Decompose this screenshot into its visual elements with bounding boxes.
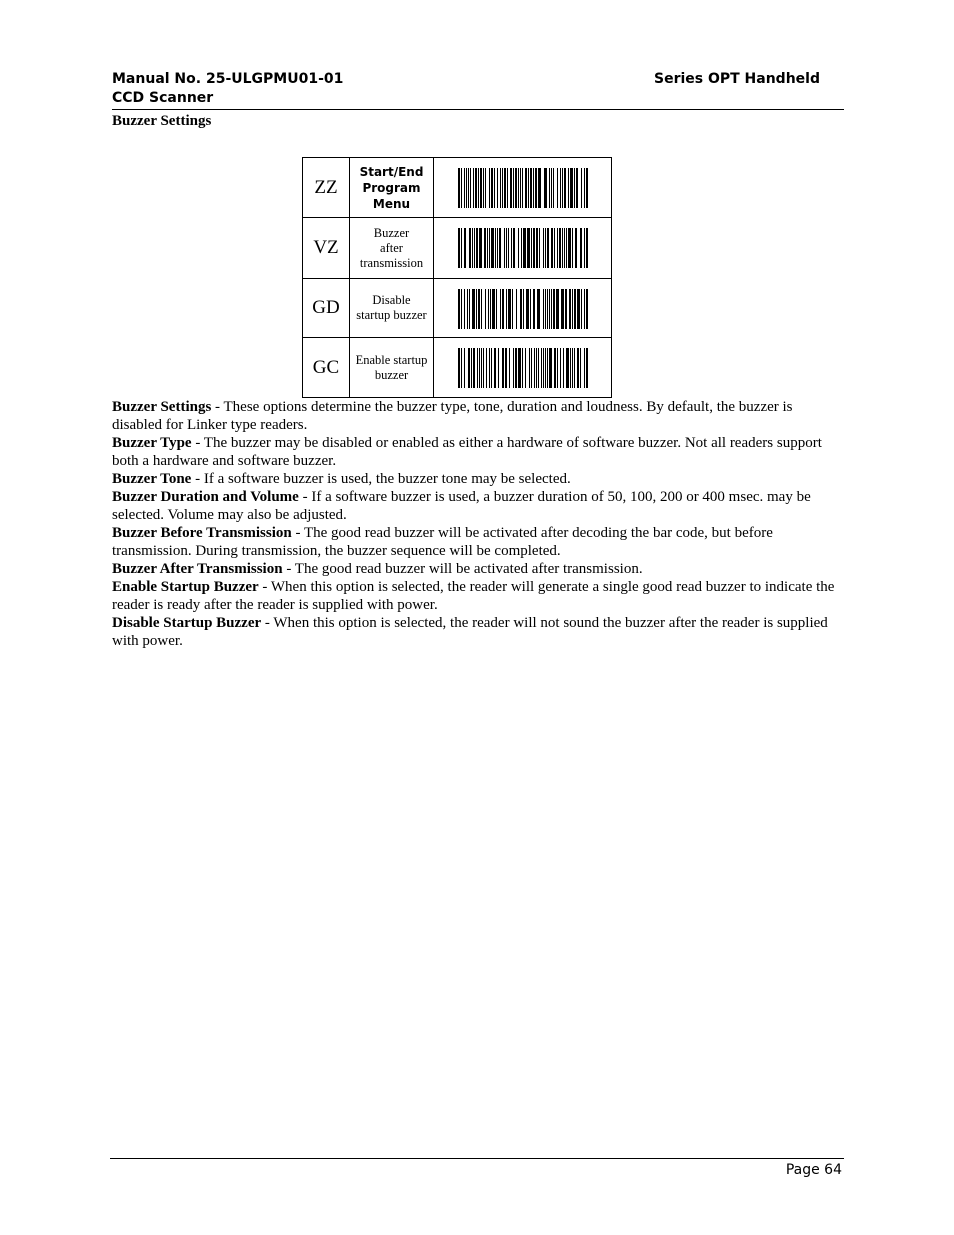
barcode-bar [554, 348, 556, 388]
barcode-bar [458, 168, 460, 208]
definition: - If a software buzzer is used, the buzzer tone may be selected. [191, 471, 571, 487]
barcode-bar [494, 348, 496, 388]
barcode-bar [473, 168, 474, 208]
barcode-bar [511, 228, 512, 268]
barcode-bar [535, 168, 537, 208]
barcode-bar [481, 289, 482, 329]
definition: - The buzzer may be disabled or enabled as either a hardware of software buzzer. Not all readers support both a hardware and software buzzer. [112, 435, 822, 469]
barcode-bar [464, 168, 465, 208]
barcode-bar [515, 348, 517, 388]
description-line: startup buzzer [356, 308, 427, 322]
paragraph-disable-startup-buzzer [112, 614, 844, 650]
barcode-bar [586, 289, 588, 329]
barcode-bar [472, 289, 475, 329]
description-line: Disable [372, 293, 411, 307]
barcode-bar [488, 289, 489, 329]
barcode-bar [458, 348, 460, 388]
barcode-bar [468, 348, 470, 388]
barcode-bar [461, 289, 462, 329]
barcode-bar [572, 348, 573, 388]
barcode-bar [467, 289, 468, 329]
barcode-bar [464, 289, 465, 329]
paragraph-buzzer-settings [112, 398, 844, 434]
barcode-bar [497, 228, 498, 268]
series-title: Series OPT Handheld [653, 71, 820, 87]
code-cell: GD [303, 279, 350, 338]
barcode-bar [468, 168, 469, 208]
barcode-bar [469, 289, 470, 329]
barcode-bar [490, 289, 491, 329]
barcode-bar [581, 289, 582, 329]
barcode-bar [476, 228, 478, 268]
paragraph-buzzer-before-transmission [112, 524, 844, 560]
code-cell: VZ [303, 218, 350, 279]
barcode-bar [518, 168, 519, 208]
barcode-bar [497, 168, 498, 208]
barcode-bar [538, 168, 541, 208]
barcode-bar [541, 348, 542, 388]
barcode-bar [458, 228, 460, 268]
description-line: Menu [372, 196, 411, 211]
barcode-bar [574, 289, 576, 329]
barcode-bar [580, 228, 582, 268]
barcode-bar [478, 289, 480, 329]
barcode-bar [461, 228, 462, 268]
barcode-bar [500, 168, 501, 208]
barcode-bar [506, 289, 507, 329]
barcode-bar [473, 348, 475, 388]
barcode-bar [504, 228, 505, 268]
barcode-bar [544, 168, 547, 208]
barcode-bar [483, 168, 484, 208]
description-cell [350, 338, 434, 398]
barcode-bar [461, 168, 462, 208]
barcode-bar [500, 289, 501, 329]
barcode-bar [543, 228, 544, 268]
barcode-bar [563, 348, 564, 388]
barcode-bar [566, 348, 569, 388]
barcode-bar [496, 289, 497, 329]
barcode-bar [495, 228, 496, 268]
barcode-bar [531, 228, 532, 268]
barcode-cell [434, 158, 612, 218]
barcode-bar [523, 228, 526, 268]
page-header [112, 70, 844, 110]
barcode-bar [572, 228, 573, 268]
table-row [303, 279, 612, 338]
barcode-cell [434, 279, 612, 338]
barcode-bar [557, 168, 558, 208]
barcode-bar [480, 168, 482, 208]
page-footer [110, 1158, 844, 1178]
barcode-bar [510, 168, 512, 208]
barcode-bar [547, 348, 548, 388]
paragraph-buzzer-duration-volume [112, 488, 844, 524]
barcode-bar [551, 289, 552, 329]
barcode-bar [469, 228, 471, 268]
barcode-bar [512, 289, 513, 329]
barcode-bar [553, 168, 554, 208]
manual-number: Manual No. 25-ULGPMU01-01 [112, 71, 344, 87]
term: Buzzer After Transmission [112, 561, 283, 577]
barcode-bar [494, 168, 495, 208]
barcode-bar [530, 168, 532, 208]
barcode-bar [508, 289, 511, 329]
barcode-bar [502, 168, 503, 208]
barcode-bar [547, 289, 548, 329]
barcode-bar [536, 348, 537, 388]
barcode-bar [549, 348, 552, 388]
barcode-bar [526, 289, 529, 329]
barcode-bar [584, 168, 585, 208]
barcode-bar [575, 228, 577, 268]
barcode-bar [481, 348, 482, 388]
description-line: transmission [359, 255, 424, 270]
barcode-bar [516, 289, 517, 329]
barcode-bar [533, 228, 535, 268]
barcode-bar [577, 348, 579, 388]
barcode-bar [560, 168, 561, 208]
barcode-bar [581, 168, 582, 208]
definition: - These options determine the buzzer type, tone, duration and loudness. By default, the buzzer is disabled for Linker type readers. [112, 399, 793, 433]
code-cell: GC [303, 338, 350, 398]
barcode-bar [530, 289, 531, 329]
definition: - If a software buzzer is used, a buzzer duration of 50, 100, 200 or 400 msec. may be selected. Volume may also be adjusted. [112, 489, 811, 523]
barcode-bar [470, 168, 471, 208]
barcode-bar [486, 348, 487, 388]
barcode-bar [464, 228, 466, 268]
term: Buzzer Tone [112, 471, 192, 487]
term: Buzzer Settings [112, 399, 212, 415]
description-line: Program [362, 180, 421, 195]
term: Disable Startup Buzzer [112, 615, 262, 631]
barcode-bar [553, 289, 555, 329]
term: Enable Startup Buzzer [112, 579, 259, 595]
barcode-bar [520, 168, 521, 208]
barcode-cell [434, 338, 612, 398]
barcode-bar [491, 228, 494, 268]
barcode-bar [464, 348, 465, 388]
barcode-bar [564, 168, 566, 208]
barcode-bar [515, 168, 517, 208]
barcode-bar [461, 348, 462, 388]
barcode-bar [531, 348, 532, 388]
barcode-bar [485, 168, 486, 208]
barcode-bar [586, 228, 588, 268]
barcode-bar [551, 228, 553, 268]
barcode-bar [502, 289, 504, 329]
barcode-bar [549, 289, 550, 329]
barcode-bar [518, 228, 519, 268]
barcode-bar [479, 348, 480, 388]
description-line: Start/End [359, 164, 424, 179]
description-text [112, 398, 844, 650]
barcode-image [458, 289, 588, 329]
barcode-bar [576, 168, 578, 208]
definition: - The good read buzzer will be activated after decoding the bar code, but before transmission. During transmission, the buzzer sequence will be completed. [112, 525, 773, 559]
barcode-bar [574, 348, 575, 388]
barcode-table [302, 157, 612, 398]
barcode-bar [538, 348, 539, 388]
barcode-bar [528, 168, 529, 208]
barcode-bar [489, 348, 490, 388]
barcode-bar [523, 289, 524, 329]
barcode-bar [562, 168, 563, 208]
description-cell [350, 279, 434, 338]
barcode-bar [522, 168, 523, 208]
barcode-bar [565, 289, 567, 329]
barcode-bar [539, 228, 540, 268]
table-row [303, 338, 612, 398]
barcode-bar [560, 348, 561, 388]
barcode-bar [564, 228, 565, 268]
barcode-bar [584, 289, 585, 329]
barcode-bar [483, 348, 484, 388]
barcode-bar [570, 348, 571, 388]
barcode-bar [556, 289, 559, 329]
barcode-bar [505, 348, 507, 388]
barcode-image [458, 228, 588, 268]
barcode-bar [491, 168, 493, 208]
barcode-bar [557, 348, 558, 388]
barcode-bar [586, 168, 588, 208]
barcode-bar [525, 168, 527, 208]
barcode-bar [489, 228, 490, 268]
page-number: Page 64 [785, 1162, 842, 1178]
header-subtitle: CCD Scanner [112, 90, 214, 106]
barcode-bar [509, 348, 510, 388]
barcode-bar [487, 228, 488, 268]
barcode-bar [504, 168, 506, 208]
barcode-bar [574, 168, 575, 208]
barcode-bar [584, 348, 585, 388]
barcode-bar [477, 348, 478, 388]
description-line: after [380, 240, 403, 255]
barcode-bar [472, 228, 473, 268]
barcode-bar [484, 228, 486, 268]
code-cell: ZZ [303, 158, 350, 218]
barcode-bar [545, 228, 546, 268]
barcode-bar [491, 348, 492, 388]
barcode-bar [568, 168, 569, 208]
barcode-bar [518, 348, 521, 388]
barcode-image [458, 168, 588, 208]
barcode-bar [569, 289, 571, 329]
barcode-cell [434, 218, 612, 279]
barcode-bar [476, 289, 477, 329]
barcode-bar [489, 168, 490, 208]
definition: - The good read buzzer will be activated after transmission. [282, 561, 643, 577]
barcode-bar [521, 228, 522, 268]
barcode-bar [549, 168, 550, 208]
barcode-bar [557, 228, 558, 268]
barcode-bar [513, 228, 515, 268]
barcode-bar [533, 168, 534, 208]
barcode-bar [525, 348, 526, 388]
barcode-bar [474, 228, 475, 268]
section-title: Buzzer Settings [112, 113, 212, 129]
barcode-bar [513, 168, 514, 208]
barcode-bar [562, 228, 563, 268]
description-line: Enable startup [355, 352, 428, 367]
definition: - When this option is selected, the reader will generate a single good read buzzer to indicate the reader is ready after the reader is supplied with power. [112, 579, 835, 613]
barcode-image [458, 348, 588, 388]
table-row [303, 158, 612, 218]
barcode-bar [499, 228, 501, 268]
barcode-bar [502, 348, 504, 388]
barcode-bar [559, 228, 561, 268]
description-cell [350, 158, 434, 218]
barcode-bar [586, 348, 588, 388]
barcode-bar [506, 228, 507, 268]
table-row [303, 218, 612, 279]
barcode-bar [536, 228, 538, 268]
barcode-bar [513, 348, 514, 388]
paragraph-buzzer-tone [112, 470, 844, 488]
barcode-bar [471, 348, 472, 388]
barcode-bar [529, 348, 530, 388]
barcode-bar [475, 168, 477, 208]
paragraph-enable-startup-buzzer [112, 578, 844, 614]
barcode-bar [527, 228, 530, 268]
barcode-bar [566, 228, 567, 268]
barcode-bar [551, 168, 552, 208]
paragraph-buzzer-after-transmission [112, 560, 844, 578]
barcode-bar [577, 289, 580, 329]
barcode-bar [478, 168, 479, 208]
description-cell [350, 218, 434, 279]
barcode-bar [492, 289, 495, 329]
description-line: Buzzer [373, 225, 410, 240]
barcode-bar [507, 168, 508, 208]
description-line: buzzer [374, 367, 409, 382]
term: Buzzer Type [112, 435, 192, 451]
barcode-bar [485, 289, 486, 329]
barcode-bar [533, 289, 535, 329]
barcode-bar [554, 228, 555, 268]
barcode-bar [537, 289, 540, 329]
barcode-bar [584, 228, 585, 268]
barcode-bar [561, 289, 564, 329]
term: Buzzer Before Transmission [112, 525, 292, 541]
barcode-bar [508, 228, 509, 268]
barcode-bar [466, 168, 467, 208]
barcode-bar [498, 348, 499, 388]
term: Buzzer Duration and Volume [112, 489, 299, 505]
barcode-bar [568, 228, 571, 268]
barcode-bar [534, 348, 535, 388]
barcode-bar [479, 228, 482, 268]
barcode-bar [547, 228, 549, 268]
barcode-bar [570, 168, 573, 208]
barcode-bar [580, 348, 581, 388]
definition: - When this option is selected, the reader will not sound the buzzer after the reader is supplied with power. [112, 615, 828, 649]
barcode-bar [572, 289, 573, 329]
barcode-bar [545, 348, 546, 388]
barcode-bar [543, 348, 544, 388]
barcode-bar [545, 289, 546, 329]
barcode-bar [458, 289, 460, 329]
barcode-bar [543, 289, 544, 329]
barcode-bar [520, 289, 522, 329]
paragraph-buzzer-type [112, 434, 844, 470]
barcode-bar [522, 348, 523, 388]
